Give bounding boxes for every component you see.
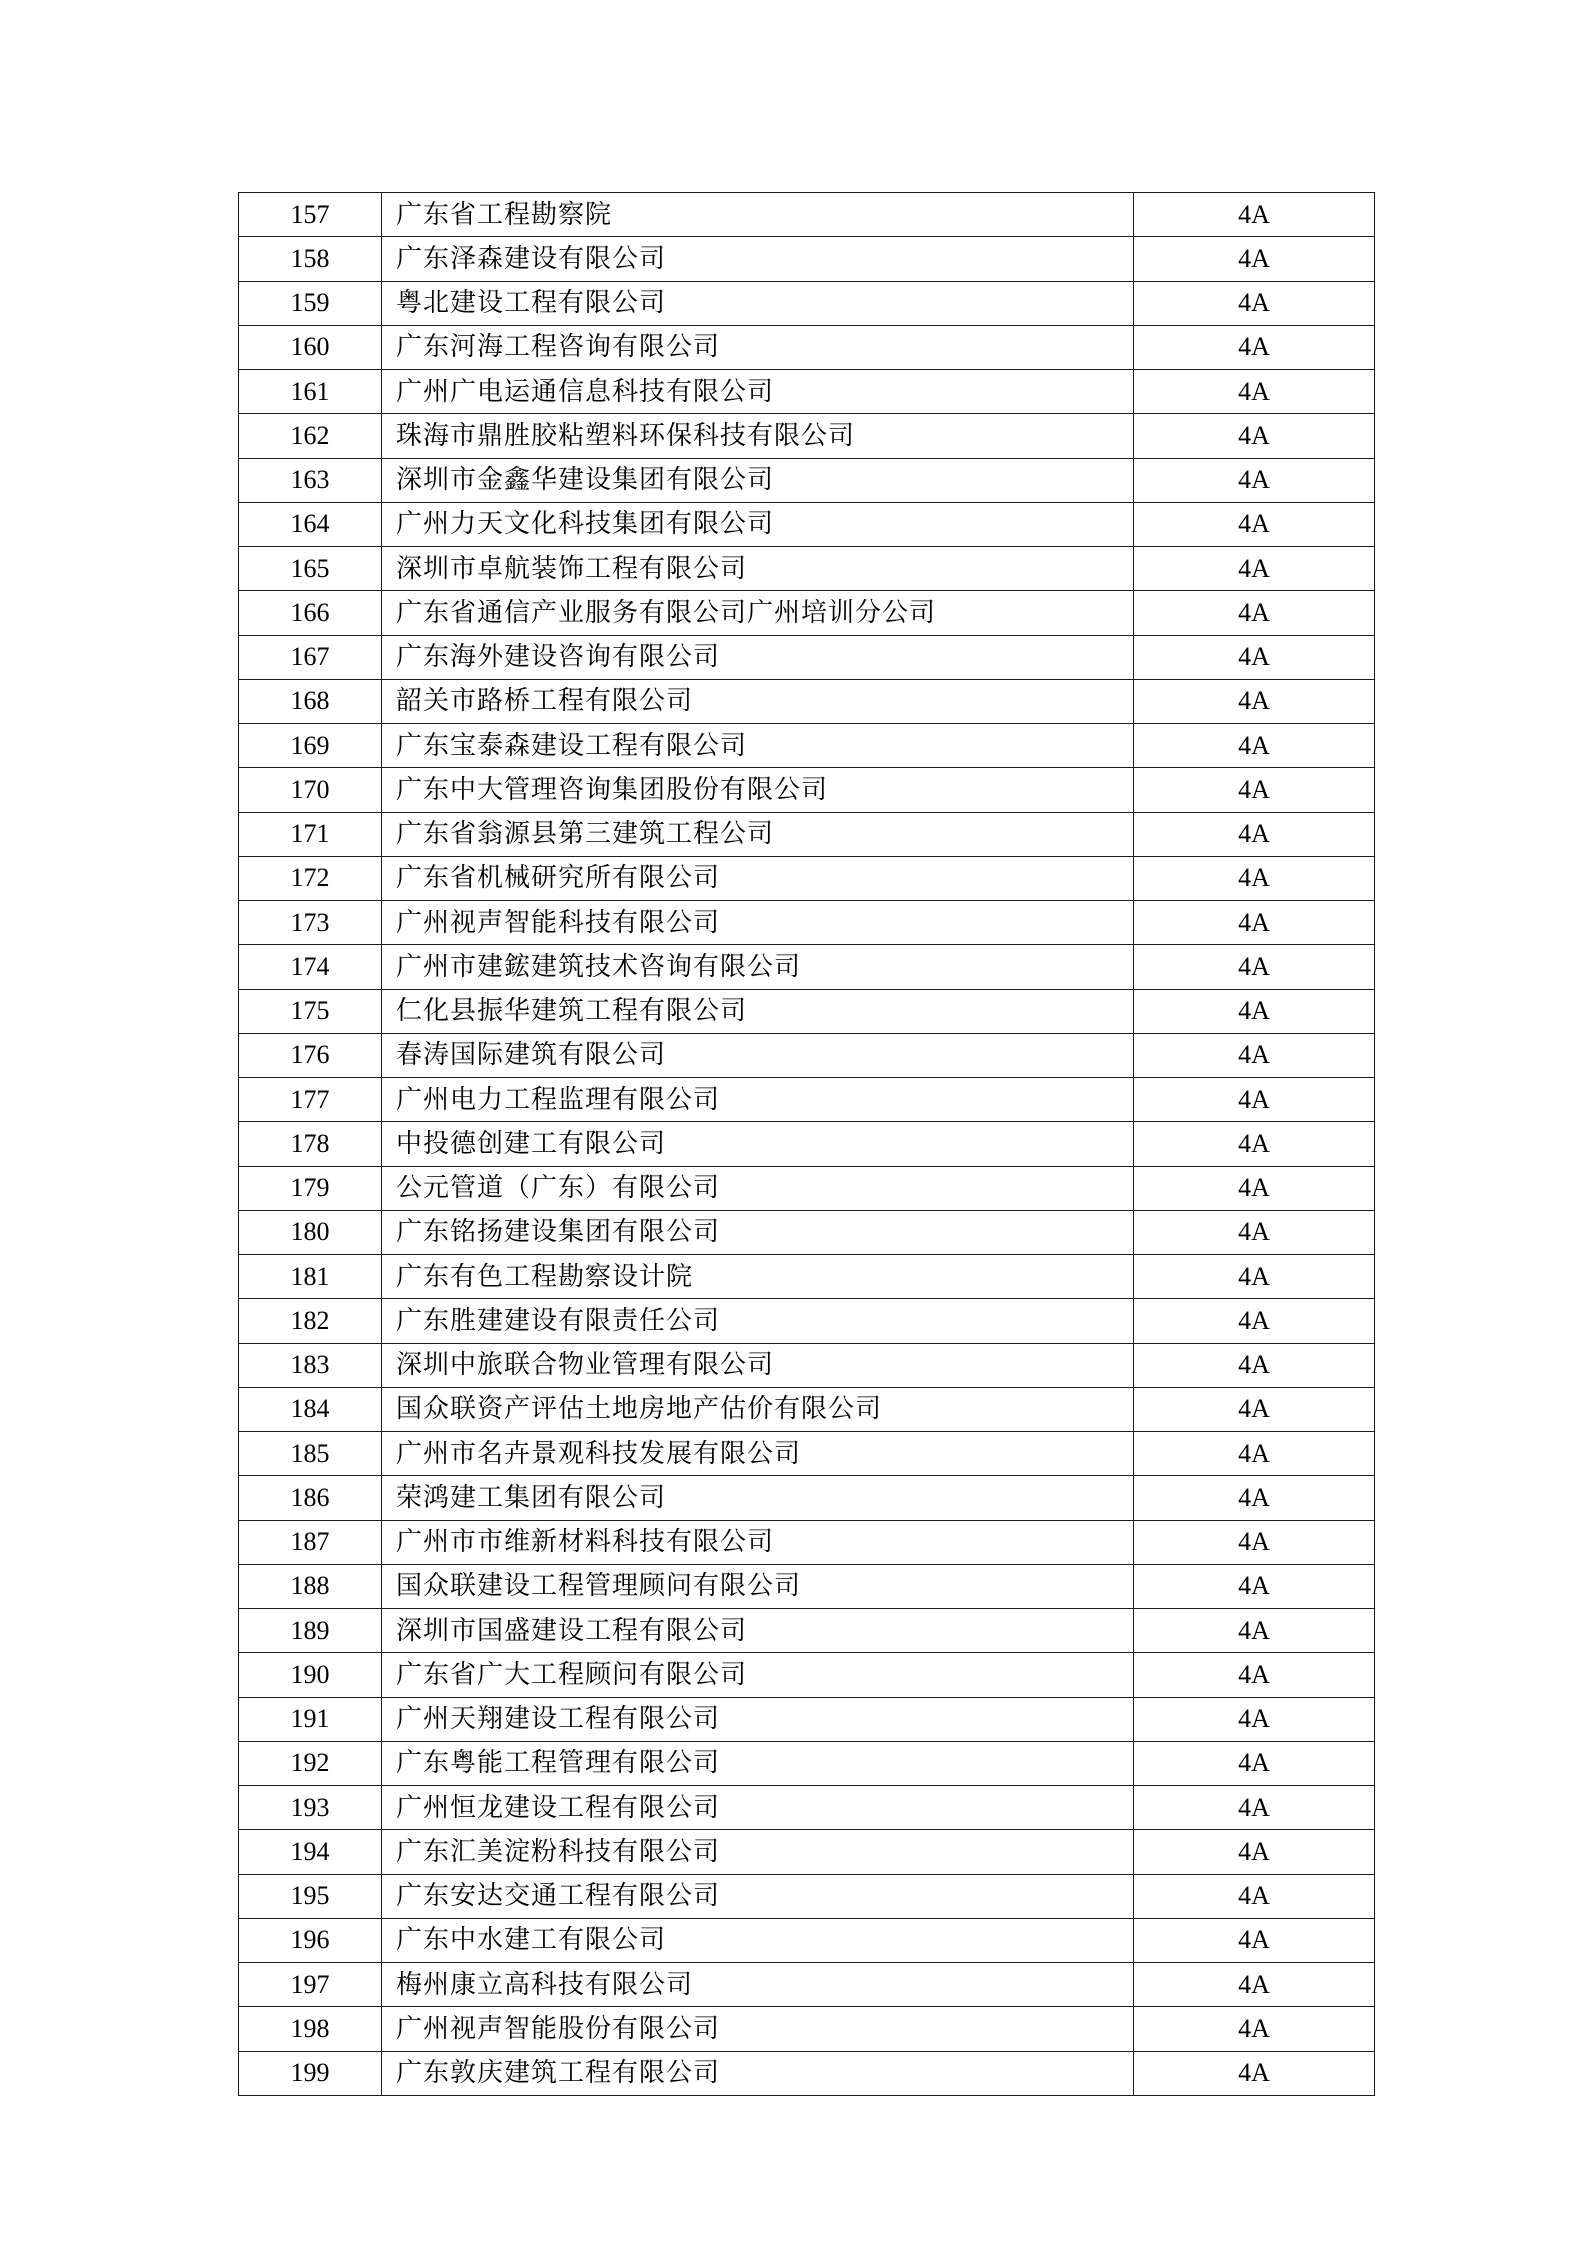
- table-row: [239, 856, 1375, 900]
- company-name-cell: 广州恒龙建设工程有限公司: [382, 1786, 1134, 1830]
- row-number-cell: 162: [239, 414, 382, 458]
- grade-cell: 4A: [1134, 1697, 1375, 1741]
- row-number-cell: 157: [239, 193, 382, 237]
- company-name-cell: 广东中大管理咨询集团股份有限公司: [382, 768, 1134, 812]
- table-row: [239, 768, 1375, 812]
- grade-cell: 4A: [1134, 1299, 1375, 1343]
- grade-cell: 4A: [1134, 1830, 1375, 1874]
- table-row: [239, 1830, 1375, 1874]
- grade-cell: 4A: [1134, 414, 1375, 458]
- grade-cell: 4A: [1134, 1786, 1375, 1830]
- grade-cell: 4A: [1134, 1033, 1375, 1077]
- table-row: [239, 1299, 1375, 1343]
- grade-cell: 4A: [1134, 1343, 1375, 1387]
- table-row: [239, 1476, 1375, 1520]
- row-number-cell: 186: [239, 1476, 382, 1520]
- company-name-cell: 广东汇美淀粉科技有限公司: [382, 1830, 1134, 1874]
- row-number-cell: 183: [239, 1343, 382, 1387]
- grade-cell: 4A: [1134, 458, 1375, 502]
- table-row: [239, 1918, 1375, 1962]
- row-number-cell: 171: [239, 812, 382, 856]
- company-name-cell: 国众联建设工程管理顾问有限公司: [382, 1564, 1134, 1608]
- grade-cell: 4A: [1134, 1918, 1375, 1962]
- row-number-cell: 167: [239, 635, 382, 679]
- row-number-cell: 197: [239, 1963, 382, 2007]
- company-name-cell: 中投德创建工有限公司: [382, 1122, 1134, 1166]
- table-row: [239, 591, 1375, 635]
- row-number-cell: 188: [239, 1564, 382, 1608]
- company-name-cell: 粤北建设工程有限公司: [382, 281, 1134, 325]
- row-number-cell: 163: [239, 458, 382, 502]
- company-name-cell: 广东胜建建设有限责任公司: [382, 1299, 1134, 1343]
- table-row: [239, 1078, 1375, 1122]
- table-row: [239, 1432, 1375, 1476]
- company-name-cell: 广东有色工程勘察设计院: [382, 1255, 1134, 1299]
- company-name-cell: 广东省广大工程顾问有限公司: [382, 1653, 1134, 1697]
- company-grade-table: [238, 192, 1375, 2096]
- table-body: [239, 193, 1375, 2096]
- grade-cell: 4A: [1134, 1653, 1375, 1697]
- row-number-cell: 199: [239, 2051, 382, 2095]
- row-number-cell: 182: [239, 1299, 382, 1343]
- row-number-cell: 170: [239, 768, 382, 812]
- row-number-cell: 190: [239, 1653, 382, 1697]
- grade-cell: 4A: [1134, 812, 1375, 856]
- grade-cell: 4A: [1134, 1432, 1375, 1476]
- row-number-cell: 158: [239, 237, 382, 281]
- grade-cell: 4A: [1134, 1564, 1375, 1608]
- grade-cell: 4A: [1134, 370, 1375, 414]
- grade-cell: 4A: [1134, 237, 1375, 281]
- row-number-cell: 176: [239, 1033, 382, 1077]
- grade-cell: 4A: [1134, 1078, 1375, 1122]
- table-row: [239, 724, 1375, 768]
- table-row: [239, 237, 1375, 281]
- grade-cell: 4A: [1134, 2051, 1375, 2095]
- company-name-cell: 广州视声智能股份有限公司: [382, 2007, 1134, 2051]
- grade-cell: 4A: [1134, 901, 1375, 945]
- table-row: [239, 1343, 1375, 1387]
- table-row: [239, 414, 1375, 458]
- grade-cell: 4A: [1134, 281, 1375, 325]
- row-number-cell: 180: [239, 1210, 382, 1254]
- grade-cell: 4A: [1134, 724, 1375, 768]
- company-name-cell: 深圳市国盛建设工程有限公司: [382, 1609, 1134, 1653]
- table-row: [239, 458, 1375, 502]
- company-name-cell: 广东泽森建设有限公司: [382, 237, 1134, 281]
- row-number-cell: 198: [239, 2007, 382, 2051]
- table-row: [239, 901, 1375, 945]
- grade-cell: 4A: [1134, 1963, 1375, 2007]
- row-number-cell: 193: [239, 1786, 382, 1830]
- table-row: [239, 281, 1375, 325]
- table-row: [239, 2007, 1375, 2051]
- table-row: [239, 1564, 1375, 1608]
- company-name-cell: 广州市名卉景观科技发展有限公司: [382, 1432, 1134, 1476]
- table-row: [239, 1653, 1375, 1697]
- table-row: [239, 1255, 1375, 1299]
- table-row: [239, 370, 1375, 414]
- grade-cell: 4A: [1134, 945, 1375, 989]
- table-row: [239, 1033, 1375, 1077]
- row-number-cell: 192: [239, 1741, 382, 1785]
- row-number-cell: 159: [239, 281, 382, 325]
- company-name-cell: 广东省机械研究所有限公司: [382, 856, 1134, 900]
- table-row: [239, 1786, 1375, 1830]
- row-number-cell: 161: [239, 370, 382, 414]
- row-number-cell: 174: [239, 945, 382, 989]
- company-name-cell: 深圳市金鑫华建设集团有限公司: [382, 458, 1134, 502]
- company-name-cell: 广东海外建设咨询有限公司: [382, 635, 1134, 679]
- row-number-cell: 196: [239, 1918, 382, 1962]
- row-number-cell: 164: [239, 502, 382, 546]
- table-row: [239, 989, 1375, 1033]
- table-row: [239, 1963, 1375, 2007]
- company-name-cell: 广州广电运通信息科技有限公司: [382, 370, 1134, 414]
- company-name-cell: 广东敦庆建筑工程有限公司: [382, 2051, 1134, 2095]
- table-row: [239, 635, 1375, 679]
- row-number-cell: 165: [239, 547, 382, 591]
- company-name-cell: 广东宝泰森建设工程有限公司: [382, 724, 1134, 768]
- grade-cell: 4A: [1134, 1166, 1375, 1210]
- company-name-cell: 广东省通信产业服务有限公司广州培训分公司: [382, 591, 1134, 635]
- row-number-cell: 181: [239, 1255, 382, 1299]
- grade-cell: 4A: [1134, 1210, 1375, 1254]
- grade-cell: 4A: [1134, 1874, 1375, 1918]
- table-row: [239, 1874, 1375, 1918]
- grade-cell: 4A: [1134, 1741, 1375, 1785]
- grade-cell: 4A: [1134, 1520, 1375, 1564]
- table-row: [239, 1210, 1375, 1254]
- grade-cell: 4A: [1134, 591, 1375, 635]
- row-number-cell: 185: [239, 1432, 382, 1476]
- row-number-cell: 173: [239, 901, 382, 945]
- row-number-cell: 160: [239, 325, 382, 369]
- grade-cell: 4A: [1134, 325, 1375, 369]
- row-number-cell: 189: [239, 1609, 382, 1653]
- table-row: [239, 193, 1375, 237]
- grade-cell: 4A: [1134, 1387, 1375, 1431]
- grade-cell: 4A: [1134, 679, 1375, 723]
- row-number-cell: 169: [239, 724, 382, 768]
- grade-cell: 4A: [1134, 768, 1375, 812]
- company-name-cell: 广州天翔建设工程有限公司: [382, 1697, 1134, 1741]
- grade-cell: 4A: [1134, 193, 1375, 237]
- company-name-cell: 广东安达交通工程有限公司: [382, 1874, 1134, 1918]
- row-number-cell: 187: [239, 1520, 382, 1564]
- row-number-cell: 179: [239, 1166, 382, 1210]
- grade-cell: 4A: [1134, 1255, 1375, 1299]
- row-number-cell: 191: [239, 1697, 382, 1741]
- grade-cell: 4A: [1134, 856, 1375, 900]
- company-name-cell: 广州电力工程监理有限公司: [382, 1078, 1134, 1122]
- company-name-cell: 公元管道（广东）有限公司: [382, 1166, 1134, 1210]
- row-number-cell: 184: [239, 1387, 382, 1431]
- grade-cell: 4A: [1134, 1122, 1375, 1166]
- table-row: [239, 2051, 1375, 2095]
- table-row: [239, 1387, 1375, 1431]
- row-number-cell: 194: [239, 1830, 382, 1874]
- company-name-cell: 广州视声智能科技有限公司: [382, 901, 1134, 945]
- row-number-cell: 177: [239, 1078, 382, 1122]
- row-number-cell: 172: [239, 856, 382, 900]
- table-row: [239, 325, 1375, 369]
- grade-cell: 4A: [1134, 989, 1375, 1033]
- company-name-cell: 广东省工程勘察院: [382, 193, 1134, 237]
- company-name-cell: 深圳中旅联合物业管理有限公司: [382, 1343, 1134, 1387]
- row-number-cell: 175: [239, 989, 382, 1033]
- grade-cell: 4A: [1134, 635, 1375, 679]
- company-name-cell: 珠海市鼎胜胶粘塑料环保科技有限公司: [382, 414, 1134, 458]
- company-name-cell: 广州市市维新材料科技有限公司: [382, 1520, 1134, 1564]
- company-name-cell: 梅州康立高科技有限公司: [382, 1963, 1134, 2007]
- company-name-cell: 广东粤能工程管理有限公司: [382, 1741, 1134, 1785]
- table-row: [239, 1609, 1375, 1653]
- company-name-cell: 广东铭扬建设集团有限公司: [382, 1210, 1134, 1254]
- company-name-cell: 深圳市卓航装饰工程有限公司: [382, 547, 1134, 591]
- company-name-cell: 仁化县振华建筑工程有限公司: [382, 989, 1134, 1033]
- grade-cell: 4A: [1134, 2007, 1375, 2051]
- company-name-cell: 国众联资产评估土地房地产估价有限公司: [382, 1387, 1134, 1431]
- table-row: [239, 1741, 1375, 1785]
- table-row: [239, 547, 1375, 591]
- company-name-cell: 广东河海工程咨询有限公司: [382, 325, 1134, 369]
- table-row: [239, 812, 1375, 856]
- table-row: [239, 679, 1375, 723]
- grade-cell: 4A: [1134, 547, 1375, 591]
- grade-cell: 4A: [1134, 502, 1375, 546]
- row-number-cell: 168: [239, 679, 382, 723]
- table-row: [239, 1520, 1375, 1564]
- grade-cell: 4A: [1134, 1476, 1375, 1520]
- company-name-cell: 韶关市路桥工程有限公司: [382, 679, 1134, 723]
- row-number-cell: 195: [239, 1874, 382, 1918]
- table-row: [239, 1122, 1375, 1166]
- company-name-cell: 荣鸿建工集团有限公司: [382, 1476, 1134, 1520]
- company-name-cell: 广州市建鋐建筑技术咨询有限公司: [382, 945, 1134, 989]
- table-row: [239, 945, 1375, 989]
- row-number-cell: 178: [239, 1122, 382, 1166]
- row-number-cell: 166: [239, 591, 382, 635]
- company-name-cell: 广东省翁源县第三建筑工程公司: [382, 812, 1134, 856]
- grade-cell: 4A: [1134, 1609, 1375, 1653]
- company-name-cell: 广东中水建工有限公司: [382, 1918, 1134, 1962]
- table-row: [239, 1697, 1375, 1741]
- table-row: [239, 502, 1375, 546]
- table-row: [239, 1166, 1375, 1210]
- company-name-cell: 春涛国际建筑有限公司: [382, 1033, 1134, 1077]
- company-name-cell: 广州力天文化科技集团有限公司: [382, 502, 1134, 546]
